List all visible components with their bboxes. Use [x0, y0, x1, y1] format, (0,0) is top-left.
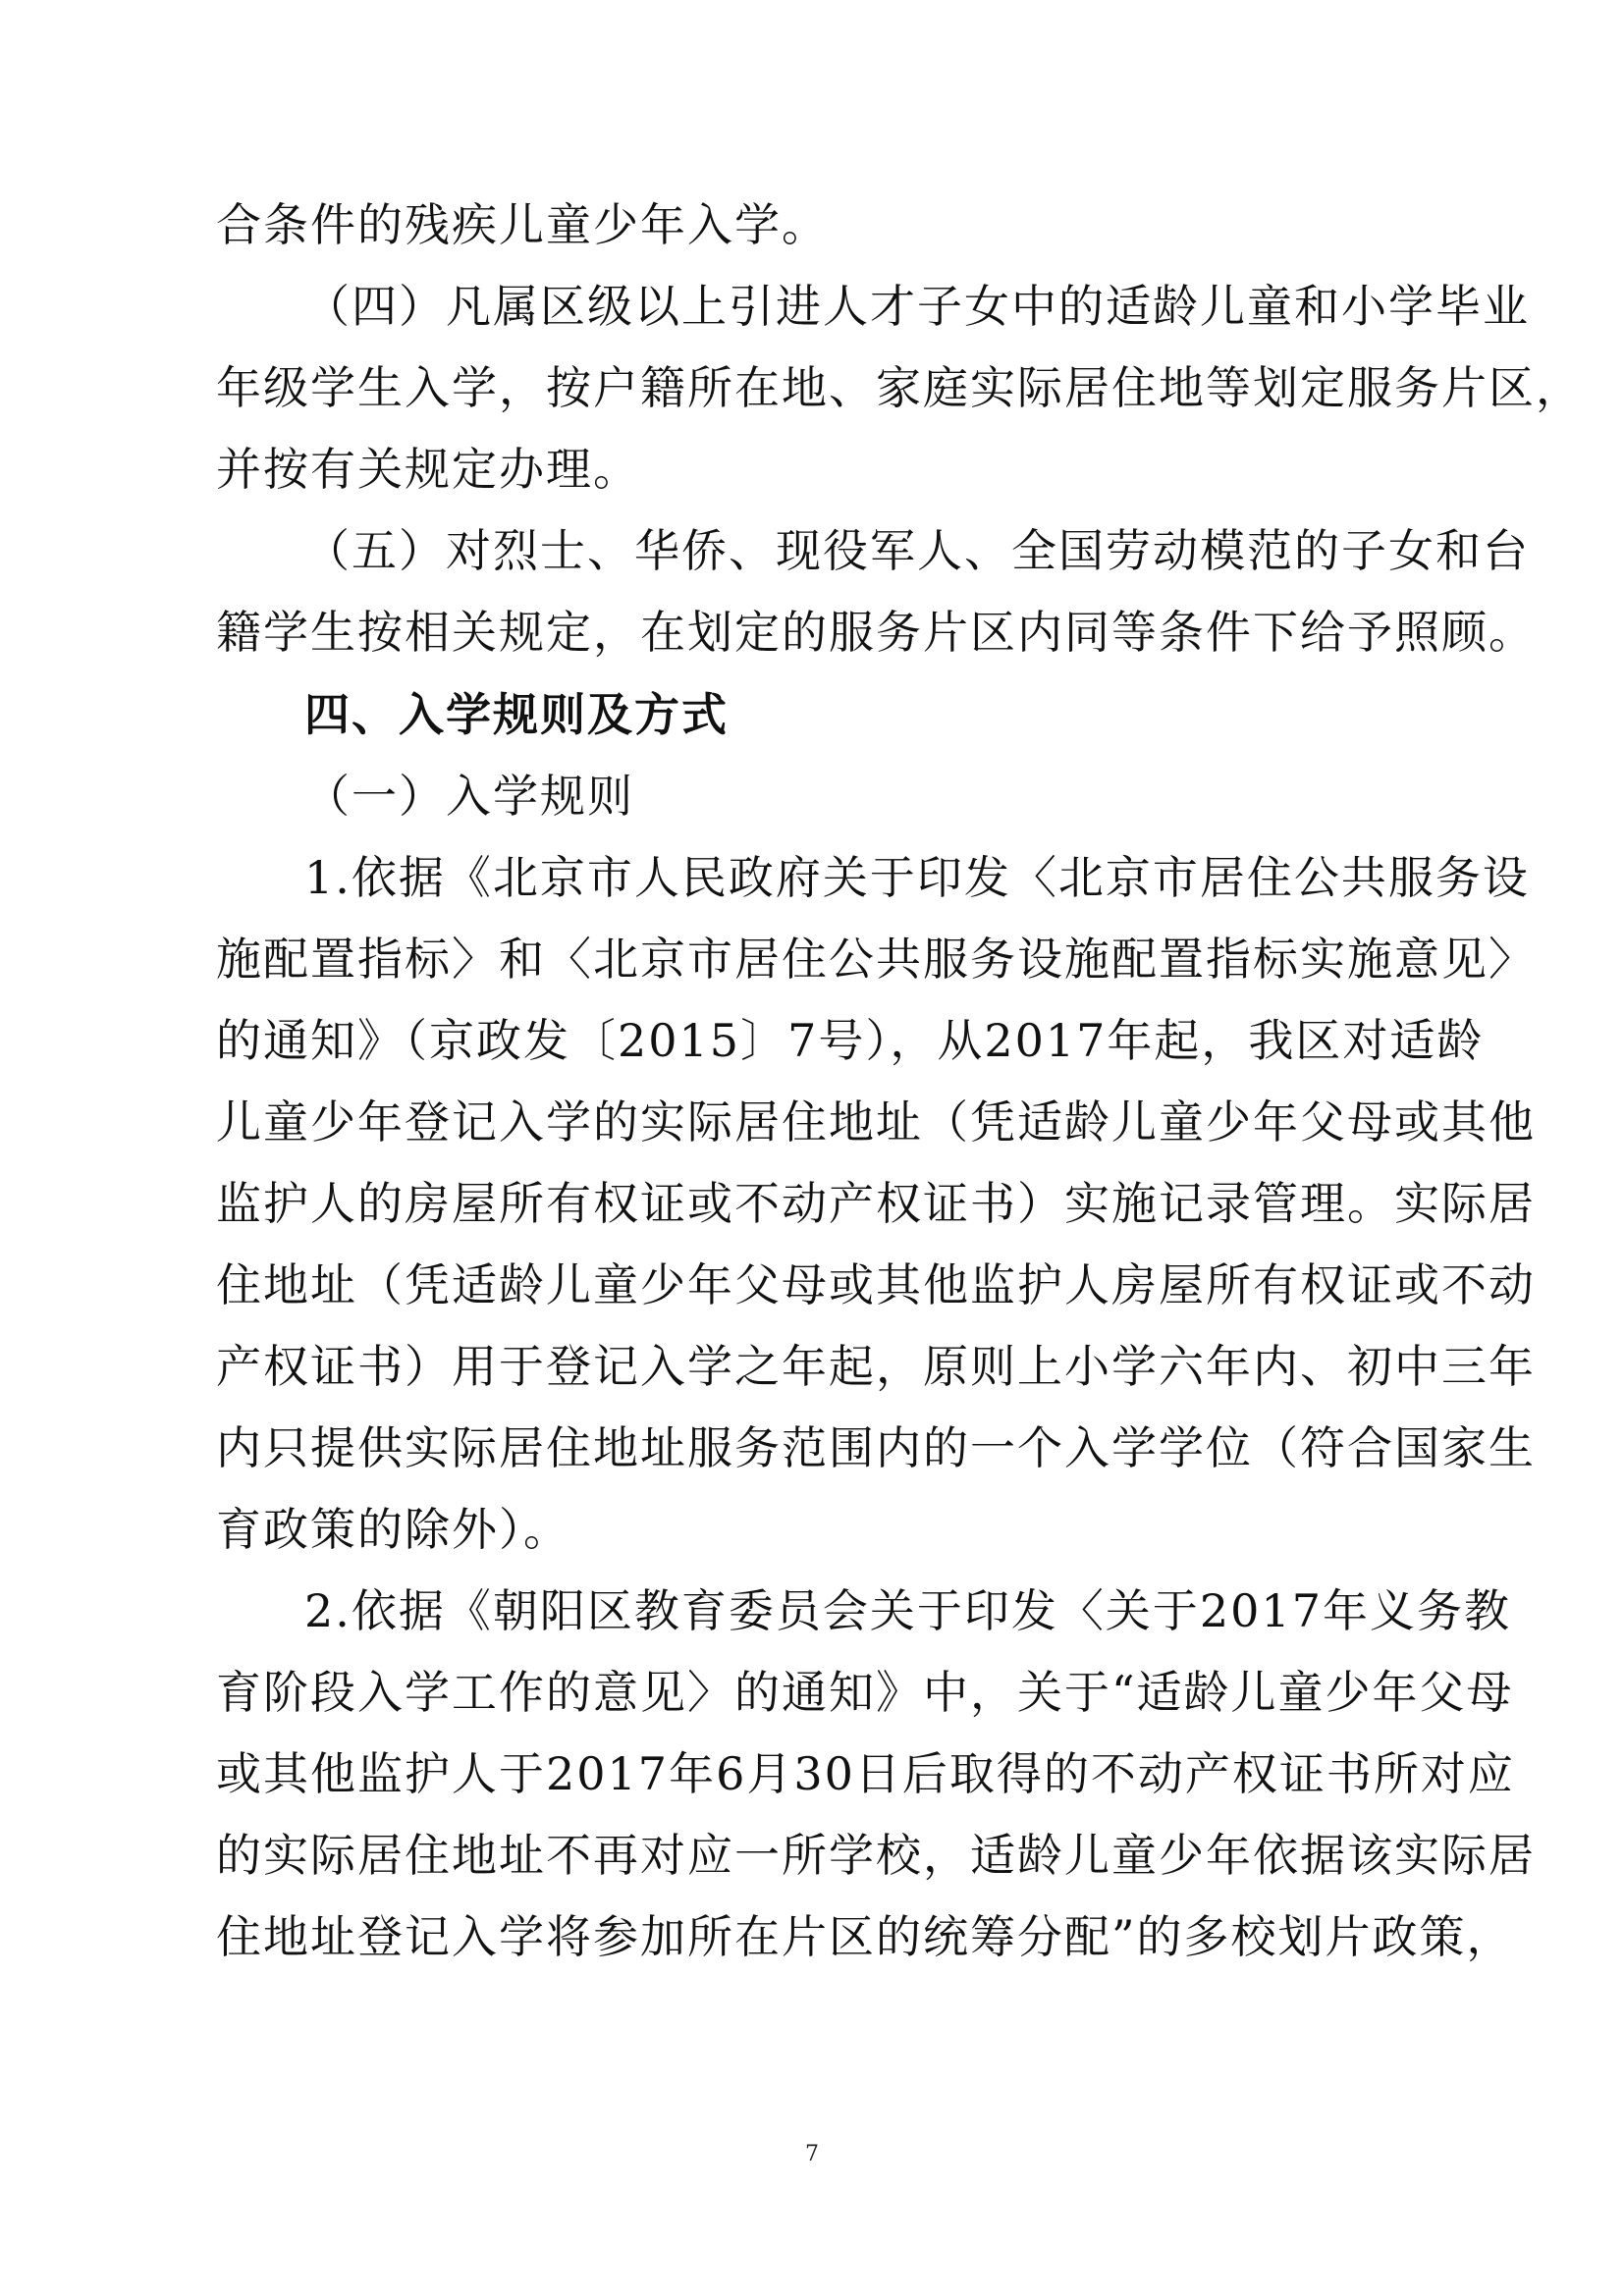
body-line: 产权证书）用于登记入学之年起，原则上小学六年内、初中三年: [216, 1340, 1536, 1393]
body-line: 的通知》（京政发〔2015〕7号），从2017年起，我区对适龄: [216, 1014, 1485, 1067]
body-line: 监护人的房屋所有权证或不动产权证书）实施记录管理。实际居: [216, 1177, 1536, 1230]
page-number: 7: [805, 2142, 819, 2166]
body-line: （五）对烈士、华侨、现役军人、全国劳动模范的子女和台: [304, 524, 1530, 577]
body-line: 育政策的除外）。: [216, 1503, 570, 1556]
body-line: 的实际居住地址不再对应一所学校，适龄儿童少年依据该实际居: [216, 1829, 1536, 1882]
body-line: 1.依据《北京市人民政府关于印发〈北京市居住公共服务设: [304, 851, 1530, 904]
body-line: 住地址（凭适龄儿童少年父母或其他监护人房屋所有权证或不动: [216, 1258, 1536, 1311]
body-line: 并按有关规定办理。: [216, 443, 640, 496]
body-line: 2.依据《朝阳区教育委员会关于印发〈关于2017年义务教: [304, 1584, 1511, 1637]
body-line: 儿童少年登记入学的实际居住地址（凭适龄儿童少年父母或其他: [216, 1095, 1536, 1148]
section-heading: 四、入学规则及方式: [304, 688, 729, 741]
body-line: 内只提供实际居住地址服务范围内的一个入学学位（符合国家生: [216, 1421, 1536, 1474]
body-line: 育阶段入学工作的意见〉的通知》中，关于“适龄儿童少年父母: [216, 1666, 1514, 1719]
body-line: 合条件的残疾儿童少年入学。: [216, 198, 829, 251]
body-line: 住地址登记入学将参加所在片区的统筹分配”的多校划片政策，: [216, 1910, 1514, 1963]
body-line: 年级学生入学，按户籍所在地、家庭实际居住地等划定服务片区，: [216, 361, 1583, 414]
subsection-heading: （一）入学规则: [304, 770, 634, 823]
body-line: （四）凡属区级以上引进人才子女中的适龄儿童和小学毕业: [304, 280, 1530, 333]
body-line: 施配置指标〉和〈北京市居住公共服务设施配置指标实施意见〉: [216, 933, 1536, 986]
body-line: 籍学生按相关规定，在划定的服务片区内同等条件下给予照顾。: [216, 606, 1536, 659]
body-line: 或其他监护人于2017年6月30日后取得的不动产权证书所对应: [216, 1747, 1515, 1800]
